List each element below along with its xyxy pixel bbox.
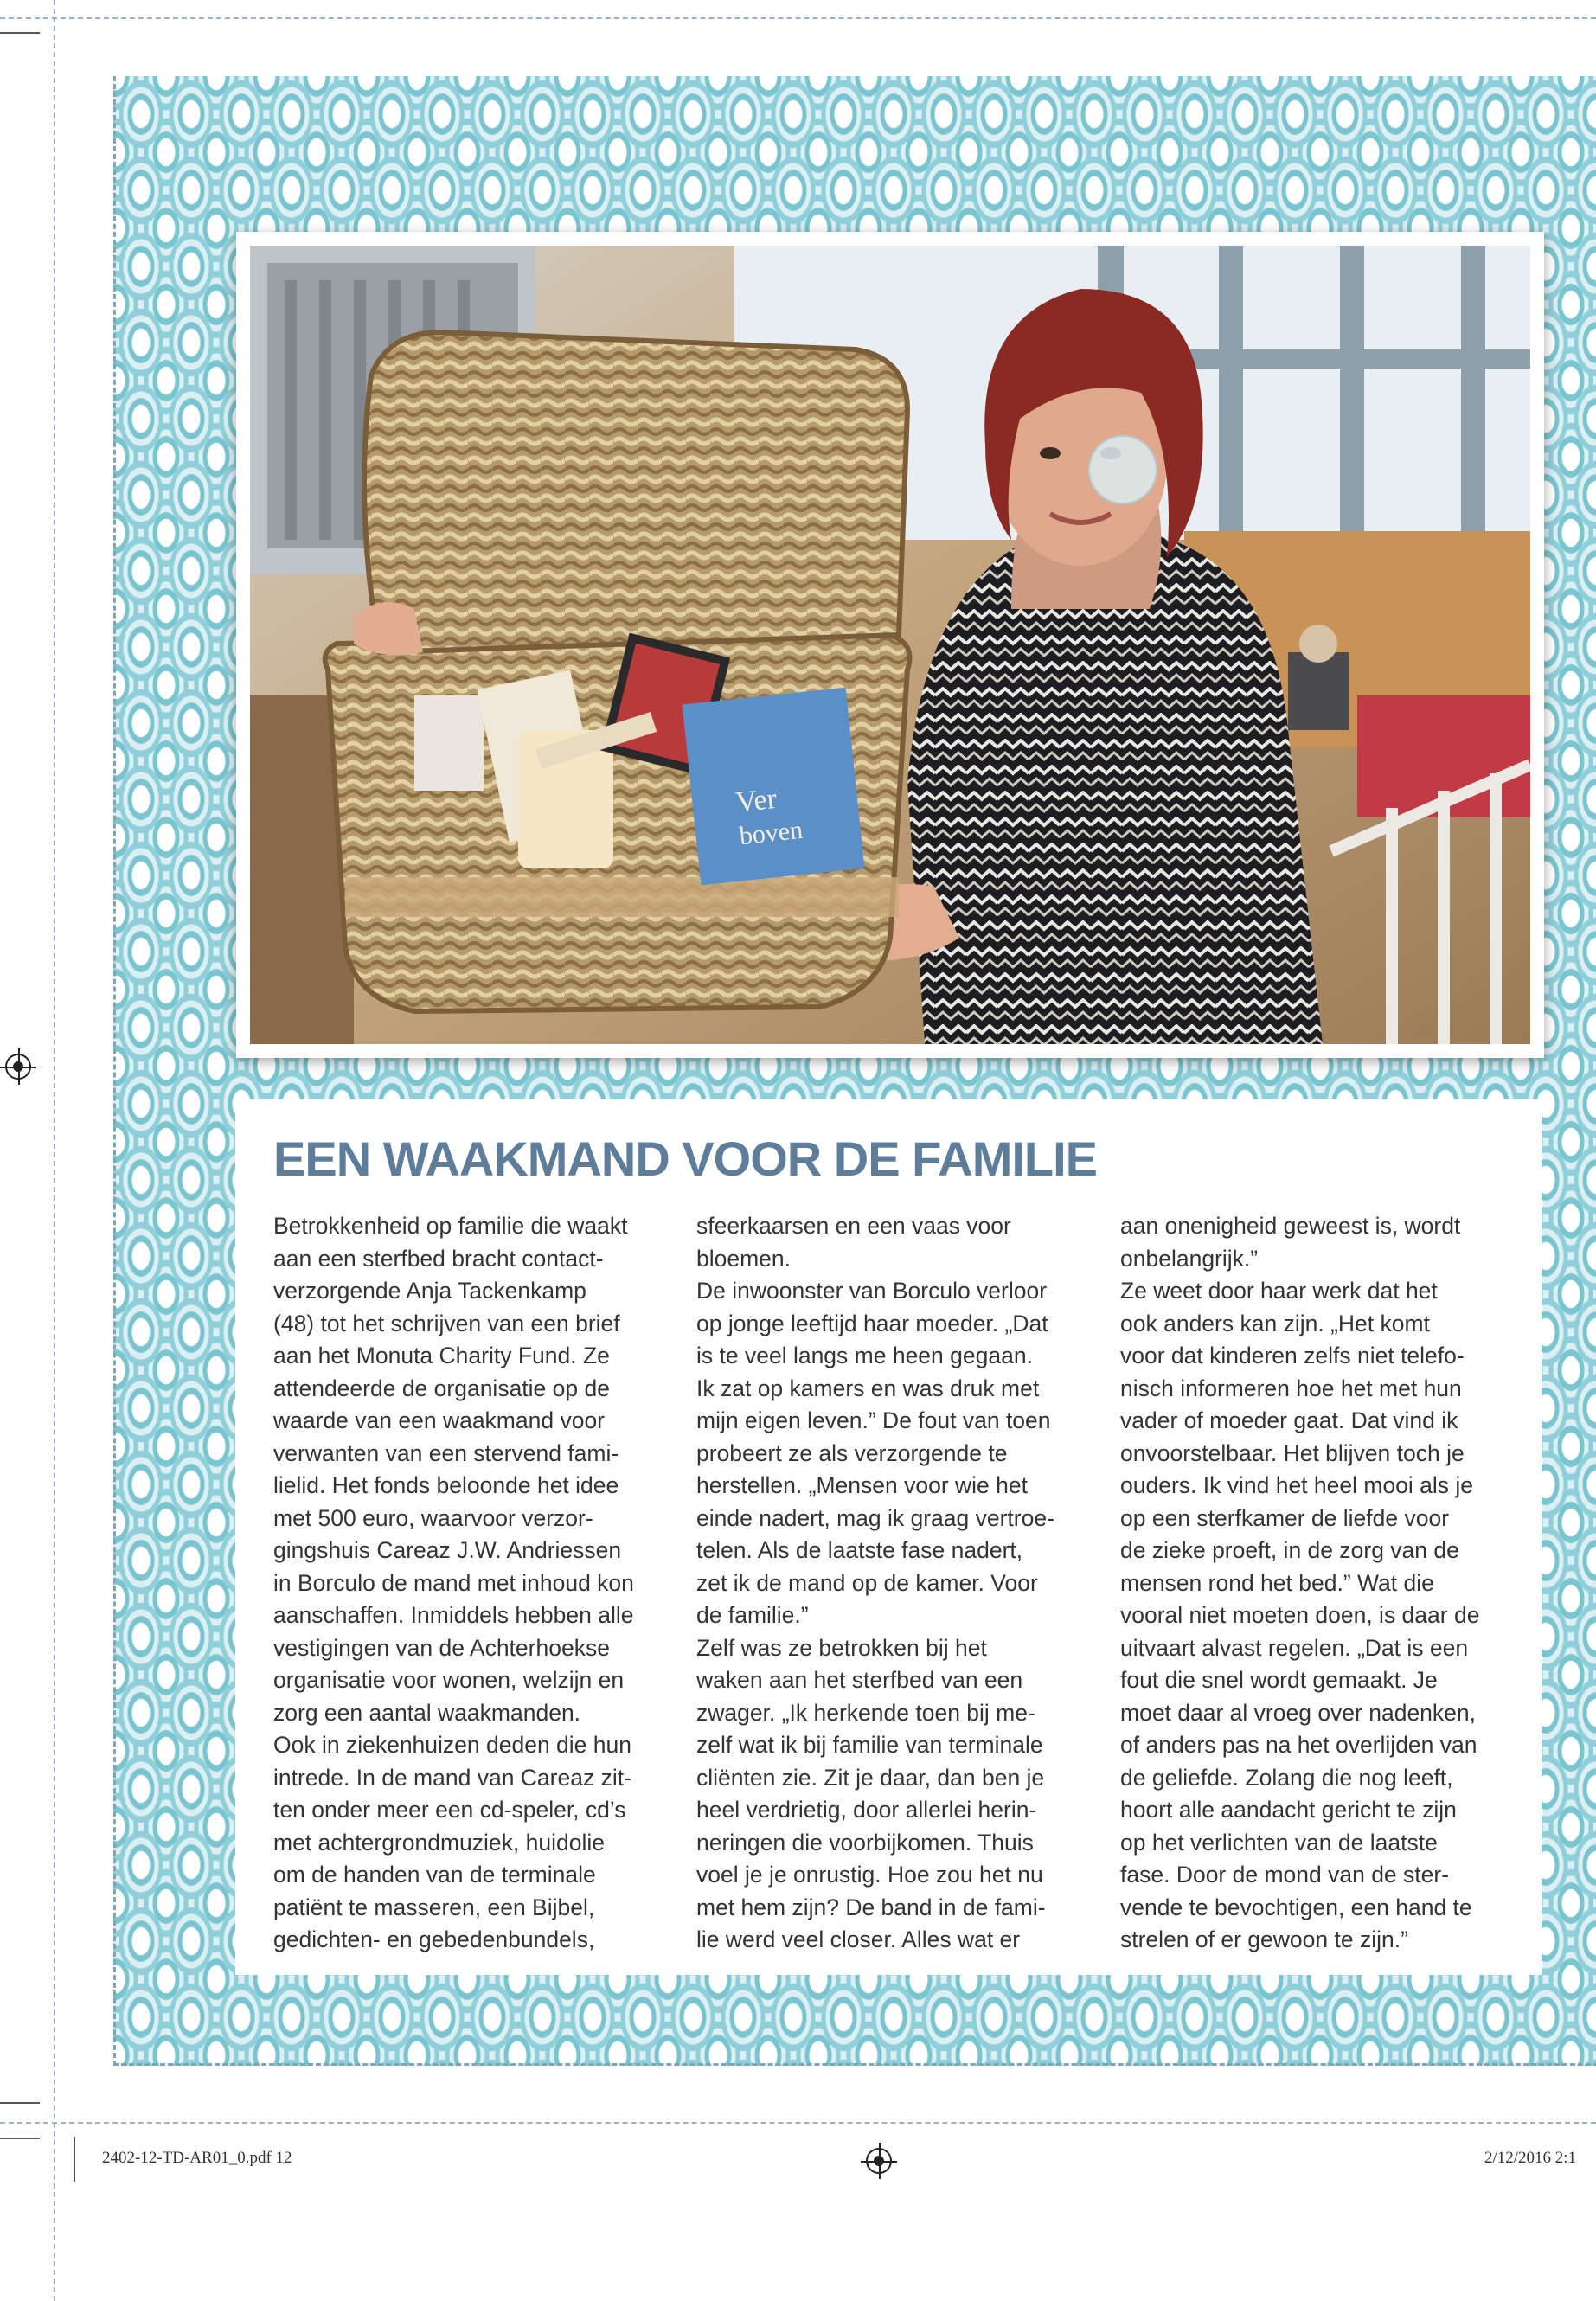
photo-woman-with-waakmand xyxy=(250,246,1530,1044)
crop-guide-left xyxy=(54,0,55,2301)
article-line: de geliefde. Zolang die nog leeft, xyxy=(1120,1764,1453,1791)
article-line: uitvaart alvast regelen. „Dat is een xyxy=(1120,1634,1469,1661)
article-line: of anders pas na het overlijden van xyxy=(1120,1732,1477,1758)
svg-text:boven: boven xyxy=(738,815,804,851)
article-line: vader of moeder gaat. Dat vind ik xyxy=(1120,1407,1458,1433)
article-line: zorg een aantal waakmanden. xyxy=(273,1699,581,1726)
article-line: fase. Door de mond van de ster- xyxy=(1120,1862,1450,1888)
print-date: 2/12/2016 2:1 xyxy=(1484,2149,1577,2167)
article-line: mijn eigen leven.” De fout van toen xyxy=(696,1407,1051,1433)
article-line: herstellen. „Mensen voor wie het xyxy=(696,1472,1028,1498)
registration-mark-icon xyxy=(5,1054,31,1080)
crop-mark xyxy=(0,2102,40,2104)
article-line: strelen of er gewoon te zijn.” xyxy=(1120,1926,1408,1952)
article-line: ook anders kan zijn. „Het komt xyxy=(1120,1310,1430,1336)
article-line: fout die snel wordt gemaakt. Je xyxy=(1120,1667,1438,1693)
article-line: vooral niet moeten doen, is daar de xyxy=(1120,1602,1480,1628)
article-line: einde nadert, mag ik graag vertroe- xyxy=(696,1504,1054,1531)
article-line: bloemen. xyxy=(696,1245,792,1272)
article-line: intrede. In de mand van Careaz zit- xyxy=(273,1764,631,1791)
article-line: waarde van een waakmand voor xyxy=(273,1407,606,1433)
book-title-text: Ver xyxy=(734,782,779,819)
article-line: organisatie voor wonen, welzijn en xyxy=(273,1667,625,1693)
article-line: verzorgende Anja Tackenkamp xyxy=(273,1278,586,1304)
article-line: sfeerkaarsen en een vaas voor xyxy=(696,1213,1011,1239)
article-line: is te veel langs me heen gegaan. xyxy=(696,1343,1033,1368)
article-photo xyxy=(236,232,1544,1058)
article-line: (48) tot het schrijven van een brief xyxy=(273,1310,620,1336)
article-line: telen. Als de laatste fase nadert, xyxy=(696,1537,1023,1563)
article-headline: EEN WAAKMAND VOOR DE FAMILIE xyxy=(273,1131,1098,1186)
article-line: aan het Monuta Charity Fund. Ze xyxy=(273,1343,610,1368)
crop-mark xyxy=(0,32,40,34)
article-line: Ze weet door haar werk dat het xyxy=(1120,1278,1438,1304)
article-line: gingshuis Careaz J.W. Andriessen xyxy=(273,1537,622,1563)
article-line: ten onder meer een cd-speler, cd’s xyxy=(273,1797,626,1823)
article-line: aanschaffen. Inmiddels hebben alle xyxy=(273,1602,634,1628)
article-line: op jonge leeftijd haar moeder. „Dat xyxy=(696,1310,1048,1336)
article-column-3 xyxy=(1120,1210,1527,1957)
article-line: Ik zat op kamers en was druk met xyxy=(696,1375,1040,1401)
crop-mark xyxy=(0,2138,40,2139)
article-line: moet daar al vroeg over nadenken, xyxy=(1120,1699,1477,1726)
article-line: op een sterfkamer de liefde voor xyxy=(1120,1504,1450,1531)
article-line: lielid. Het fonds beloonde het idee xyxy=(273,1472,619,1498)
article-line: vestigingen van de Achterhoekse xyxy=(273,1634,610,1661)
registration-mark-icon xyxy=(866,2148,892,2174)
article-line: waken aan het sterfbed van een xyxy=(696,1667,1023,1693)
article-line: Betrokkenheid op familie die waakt xyxy=(273,1213,628,1239)
article-line: patiënt te masseren, een Bijbel, xyxy=(273,1894,595,1920)
article-line: voor dat kinderen zelfs niet telefo- xyxy=(1120,1343,1465,1368)
article-line: zelf wat ik bij familie van terminale xyxy=(696,1732,1043,1758)
article-line: mensen rond het bed.” Wat die xyxy=(1120,1569,1434,1596)
article-line: zwager. „Ik herkende toen bij me- xyxy=(696,1699,1035,1726)
article-line: vende te bevochtigen, een hand te xyxy=(1120,1894,1472,1920)
article-line: voel je je onrustig. Hoe zou het nu xyxy=(696,1862,1043,1888)
article-line: onvoorstelbaar. Het blijven toch je xyxy=(1120,1439,1465,1466)
article-line: nisch informeren hoe het met hun xyxy=(1120,1375,1462,1401)
article-column-1 xyxy=(273,1210,680,1957)
article-line: met achtergrondmuziek, huidolie xyxy=(273,1829,605,1856)
article-body xyxy=(235,1099,1542,1975)
article-line: cliënten zie. Zit je daar, dan ben je xyxy=(696,1764,1045,1791)
article-line: ouders. Ik vind het heel mooi als je xyxy=(1120,1472,1474,1498)
article-line: Ook in ziekenhuizen deden die hun xyxy=(273,1732,631,1758)
article-line: neringen die voorbijkomen. Thuis xyxy=(696,1829,1034,1856)
article-line: aan onenigheid geweest is, wordt xyxy=(1120,1213,1461,1239)
article-line: verwanten van een stervend fami- xyxy=(273,1439,619,1466)
article-line: De inwoonster van Borculo verloor xyxy=(696,1278,1048,1304)
article-line: gedichten- en gebedenbundels, xyxy=(273,1926,595,1952)
article-line: zet ik de mand op de kamer. Voor xyxy=(696,1569,1038,1596)
article-line: om de handen van de terminale xyxy=(273,1862,596,1888)
article-line: de familie.” xyxy=(696,1602,809,1628)
article-line: met 500 euro, waarvoor verzor- xyxy=(273,1504,593,1531)
article-line: met hem zijn? De band in de fami- xyxy=(696,1894,1046,1920)
photo-pin-decoration xyxy=(1088,435,1157,504)
article-line: Zelf was ze betrokken bij het xyxy=(696,1634,987,1661)
article-line: in Borculo de mand met inhoud kon xyxy=(273,1569,634,1596)
article-line: hoort alle aandacht gericht te zijn xyxy=(1120,1797,1457,1823)
article-line: aan een sterfbed bracht contact- xyxy=(273,1245,604,1272)
article-column-2 xyxy=(696,1210,1103,1957)
article-line: probeert ze als verzorgende te xyxy=(696,1439,1008,1466)
article-line: attendeerde de organisatie op de xyxy=(273,1375,610,1401)
article-line: heel verdrietig, door allerlei herin- xyxy=(696,1797,1037,1823)
article-line: op het verlichten van de laatste xyxy=(1120,1829,1438,1856)
print-slug: 2402-12-TD-AR01_0.pdf 12 xyxy=(102,2149,292,2167)
article-line: de zieke proeft, in de zorg van de xyxy=(1120,1537,1459,1563)
article-line: lie werd veel closer. Alles wat er xyxy=(696,1926,1021,1952)
crop-guide-top xyxy=(0,17,1596,19)
article-line: onbelangrijk.” xyxy=(1120,1245,1259,1272)
crop-guide-bottom xyxy=(0,2122,1596,2124)
crop-mark xyxy=(74,2137,75,2182)
